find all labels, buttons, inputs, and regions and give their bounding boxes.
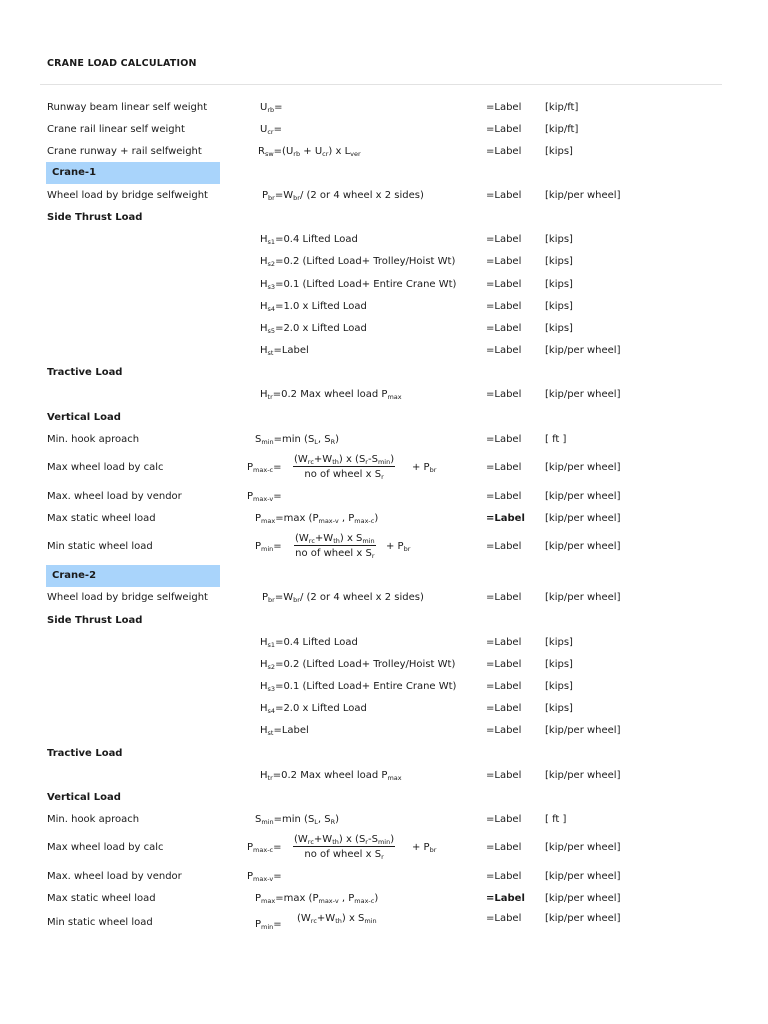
- formula: $P_{max-v}=$: [247, 871, 282, 883]
- document-title: CRANE LOAD CALCULATION: [47, 58, 197, 69]
- formula: $H_{st}=Label$: [260, 345, 309, 357]
- row-runway-beam: [0, 98, 768, 120]
- unit: [kips]: [545, 681, 573, 692]
- formula-lhs: $P_{max-c}=$: [247, 842, 282, 854]
- row-c2-max-vendor: [0, 867, 768, 889]
- result-label: =Label: [486, 434, 522, 445]
- row-c1-hst: [0, 341, 768, 363]
- row-c2-hs3: [0, 677, 768, 699]
- denominator: no of wheel x $S_r$: [304, 469, 384, 481]
- unit: [kip/per wheel]: [545, 491, 621, 502]
- formula-lhs: $P_{max-c}=$: [247, 462, 282, 474]
- fraction: [293, 834, 395, 860]
- formula: $H_{s3}=0.1$ (Lifted Load+ Entire Crane Wt): [260, 279, 457, 291]
- result-label: =Label: [486, 146, 522, 157]
- formula: $H_{st}=Label$: [260, 725, 309, 737]
- result-label: =Label: [486, 279, 522, 290]
- row-c1-hs4: [0, 297, 768, 319]
- formula: $H_{tr}=0.2$ Max wheel load $P_{max}$: [260, 770, 402, 782]
- row-c2-hs1: [0, 633, 768, 655]
- unit: [kip/per wheel]: [545, 770, 621, 781]
- fraction: [294, 533, 376, 559]
- formula: $H_{s1}=0.4$ Lifted Load: [260, 637, 358, 649]
- row-c2-hst: [0, 721, 768, 743]
- row-c1-min-static: [0, 533, 768, 560]
- row-c2-hs2: [0, 655, 768, 677]
- description: Max wheel load by calc: [47, 842, 164, 853]
- formula: $P_{br}=W_{br}/$ (2 or 4 wheel x 2 sides): [262, 190, 424, 202]
- formula: $P_{max}=\max$ ($P_{max-v}$ , $P_{max-c}$): [255, 513, 379, 525]
- result-label: =Label: [486, 842, 522, 853]
- formula: $H_{s2}=0.2$ (Lifted Load+ Trolley/Hoist Wt): [260, 659, 456, 671]
- description: Max. wheel load by vendor: [47, 871, 182, 882]
- result-label: =Label: [486, 893, 525, 904]
- numerator: $(W_{rc}+W_{th})$ x $(S_r-S_{min})$: [294, 454, 395, 466]
- denominator: no of wheel x $S_r$: [295, 548, 375, 560]
- unit: [ ft ]: [545, 434, 567, 445]
- unit: [kip/per wheel]: [545, 871, 621, 882]
- formula: $S_{min}=\min$ ($S_L$, $S_R$): [255, 434, 340, 446]
- description: Max static wheel load: [47, 513, 156, 524]
- row-c2-hs4: [0, 699, 768, 721]
- unit: [kip/per wheel]: [545, 893, 621, 904]
- row-c2-wheel-bridge: [0, 588, 768, 610]
- row-c1-max-calc: [0, 454, 768, 481]
- formula: $U_{rb}=$: [260, 102, 283, 114]
- row-c2-max-calc: [0, 834, 768, 861]
- unit: [kip/per wheel]: [545, 513, 621, 524]
- result-label: =Label: [486, 592, 522, 603]
- row-c1-hs3: [0, 275, 768, 297]
- row-c2-max-static: [0, 889, 768, 911]
- result-label: =Label: [486, 102, 522, 113]
- description: Min static wheel load: [47, 917, 153, 928]
- formula: $H_{s4}=2.0$ x Lifted Load: [260, 703, 367, 715]
- result-label: =Label: [486, 234, 522, 245]
- description: Max static wheel load: [47, 893, 156, 904]
- result-label: =Label: [486, 491, 522, 502]
- subheading: Side Thrust Load: [47, 615, 143, 626]
- title-divider: [40, 84, 722, 85]
- unit: [kips]: [545, 659, 573, 670]
- result-label: =Label: [486, 770, 522, 781]
- section-header-crane-1: Crane-1: [46, 162, 220, 184]
- result-label: =Label: [486, 256, 522, 267]
- formula: $P_{br}=W_{br}/$ (2 or 4 wheel x 2 sides): [262, 592, 424, 604]
- unit: [kips]: [545, 146, 573, 157]
- denominator: no of wheel x $S_r$: [304, 849, 384, 861]
- fraction: [293, 454, 395, 480]
- row-c1-hs1: [0, 230, 768, 252]
- result-label: =Label: [486, 659, 522, 670]
- row-c2-side-thrust-heading: [0, 611, 768, 633]
- formula: $H_{tr}=0.2$ Max wheel load $P_{max}$: [260, 389, 402, 401]
- row-crane-rail: [0, 120, 768, 142]
- row-c1-min-hook: [0, 430, 768, 452]
- result-label: =Label: [486, 871, 522, 882]
- row-c1-wheel-bridge: [0, 186, 768, 208]
- formula-lhs: $P_{min}=$: [255, 541, 282, 553]
- result-label: =Label: [486, 389, 522, 400]
- result-label: =Label: [486, 462, 522, 473]
- unit: [kips]: [545, 301, 573, 312]
- row-c1-vertical-heading: [0, 408, 768, 430]
- result-label: =Label: [486, 190, 522, 201]
- row-c1-max-vendor: [0, 487, 768, 509]
- unit: [kips]: [545, 256, 573, 267]
- subheading: Tractive Load: [47, 367, 123, 378]
- unit: [kip/per wheel]: [545, 462, 621, 473]
- row-c1-max-static: [0, 509, 768, 531]
- row-c2-min-hook: [0, 810, 768, 832]
- formula: $H_{s5}=2.0$ x Lifted Load: [260, 323, 367, 335]
- unit: [kip/per wheel]: [545, 190, 621, 201]
- description: Min static wheel load: [47, 541, 153, 552]
- row-c2-vertical-heading: [0, 788, 768, 810]
- formula: $S_{min}=\min$ ($S_L$, $S_R$): [255, 814, 340, 826]
- result-label: =Label: [486, 703, 522, 714]
- formula-tail: + $P_{br}$: [386, 541, 411, 553]
- result-label: =Label: [486, 124, 522, 135]
- formula-tail: + $P_{br}$: [412, 842, 437, 854]
- unit: [kips]: [545, 279, 573, 290]
- description: Runway beam linear self weight: [47, 102, 208, 113]
- formula: $P_{max}=\max$ ($P_{max-v}$ , $P_{max-c}$): [255, 893, 379, 905]
- description: Min. hook aproach: [47, 434, 140, 445]
- description: Wheel load by bridge selfweight: [47, 190, 208, 201]
- unit: [kip/per wheel]: [545, 913, 621, 924]
- row-c1-hs5: [0, 319, 768, 341]
- section-header-crane-2: Crane-2: [46, 565, 220, 587]
- unit: [kip/per wheel]: [545, 592, 621, 603]
- row-c2-min-static: [0, 913, 768, 935]
- unit: [kip/ft]: [545, 124, 579, 135]
- row-c1-tractive-heading: [0, 363, 768, 385]
- result-label: =Label: [486, 681, 522, 692]
- row-c1-htr: [0, 385, 768, 407]
- row-c2-htr: [0, 766, 768, 788]
- description: Crane runway + rail selfweight: [47, 146, 202, 157]
- result-label: =Label: [486, 323, 522, 334]
- unit: [kips]: [545, 703, 573, 714]
- description: Max wheel load by calc: [47, 462, 164, 473]
- unit: [kip/per wheel]: [545, 389, 621, 400]
- formula-lhs: $P_{min}=$: [255, 919, 282, 931]
- unit: [kips]: [545, 323, 573, 334]
- result-label: =Label: [486, 814, 522, 825]
- subheading: Vertical Load: [47, 412, 121, 423]
- numerator: $(W_{rc}+W_{th})$ x $S_{min}$: [295, 533, 375, 545]
- result-label: =Label: [486, 345, 522, 356]
- result-label: =Label: [486, 913, 522, 924]
- row-c2-tractive-heading: [0, 744, 768, 766]
- subheading: Tractive Load: [47, 748, 123, 759]
- numerator: $(W_{rc}+W_{th})$ x $S_{min}$: [297, 913, 377, 925]
- subheading: Vertical Load: [47, 792, 121, 803]
- result-label: =Label: [486, 725, 522, 736]
- unit: [ ft ]: [545, 814, 567, 825]
- unit: [kip/ft]: [545, 102, 579, 113]
- row-c1-hs2: [0, 252, 768, 274]
- unit: [kip/per wheel]: [545, 842, 621, 853]
- formula: $H_{s4}=1.0$ x Lifted Load: [260, 301, 367, 313]
- formula: $R_{sw}=(U_{rb} + U_{cr})$ x $L_{ver}$: [258, 146, 361, 158]
- result-label: =Label: [486, 637, 522, 648]
- formula-tail: + $P_{br}$: [412, 462, 437, 474]
- subheading: Side Thrust Load: [47, 212, 143, 223]
- result-label: =Label: [486, 541, 522, 552]
- description: Crane rail linear self weight: [47, 124, 185, 135]
- numerator: $(W_{rc}+W_{th})$ x $(S_r-S_{min})$: [294, 834, 395, 846]
- result-label: =Label: [486, 301, 522, 312]
- unit: [kip/per wheel]: [545, 345, 621, 356]
- unit: [kips]: [545, 637, 573, 648]
- description: Max. wheel load by vendor: [47, 491, 182, 502]
- unit: [kip/per wheel]: [545, 541, 621, 552]
- formula: $H_{s1}=0.4$ Lifted Load: [260, 234, 358, 246]
- formula: $H_{s3}=0.1$ (Lifted Load+ Entire Crane Wt): [260, 681, 457, 693]
- row-c1-side-thrust-heading: [0, 208, 768, 230]
- row-runway-rail-selfweight: [0, 142, 768, 164]
- unit: [kip/per wheel]: [545, 725, 621, 736]
- description: Wheel load by bridge selfweight: [47, 592, 208, 603]
- result-label: =Label: [486, 513, 525, 524]
- formula: $U_{cr}=$: [260, 124, 282, 136]
- unit: [kips]: [545, 234, 573, 245]
- formula: $H_{s2}=0.2$ (Lifted Load+ Trolley/Hoist Wt): [260, 256, 456, 268]
- formula: $P_{max-v}=$: [247, 491, 282, 503]
- description: Min. hook aproach: [47, 814, 140, 825]
